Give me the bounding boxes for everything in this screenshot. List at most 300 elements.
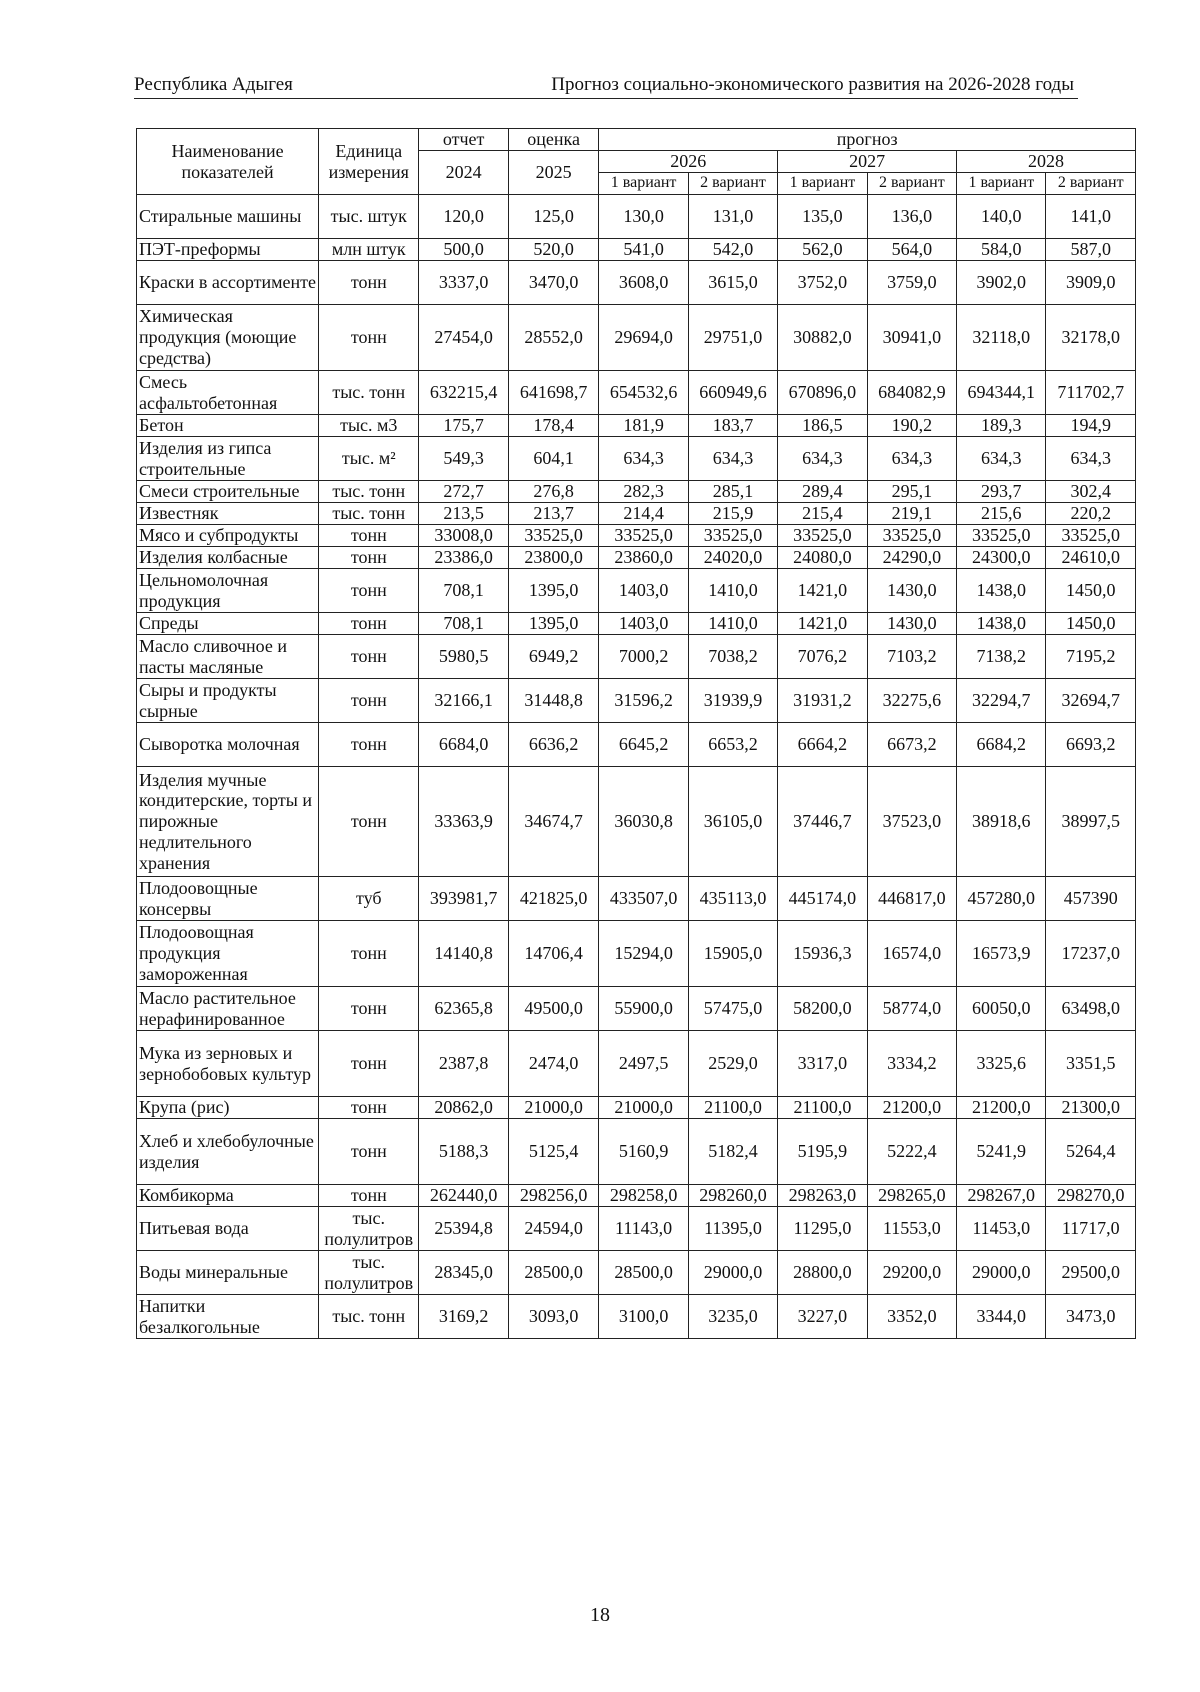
row-name: Плодоовощные консервы — [137, 877, 319, 921]
row-value: 1395,0 — [508, 613, 599, 635]
row-value: 3473,0 — [1046, 1295, 1136, 1339]
row-value: 6949,2 — [508, 635, 599, 679]
row-value: 634,3 — [688, 437, 777, 481]
table-row — [137, 547, 1136, 569]
header-2026-variant-2: 2 вариант — [688, 173, 777, 195]
table-row — [137, 195, 1136, 239]
row-name: Химическая продукция (моющие средства) — [137, 305, 319, 371]
header-2028-variant-2: 2 вариант — [1046, 173, 1136, 195]
row-value: 6693,2 — [1046, 723, 1136, 767]
row-unit: тыс. тонн — [319, 503, 419, 525]
table-row — [137, 437, 1136, 481]
row-value: 15936,3 — [778, 921, 867, 987]
row-value: 7000,2 — [599, 635, 688, 679]
row-value: 15294,0 — [599, 921, 688, 987]
row-value: 57475,0 — [688, 987, 777, 1031]
header-2027-variant-2: 2 вариант — [867, 173, 956, 195]
row-name: Мука из зерновых и зернобобовых культур — [137, 1031, 319, 1097]
table-row — [137, 1031, 1136, 1097]
row-value: 33525,0 — [778, 525, 867, 547]
row-unit: тонн — [319, 723, 419, 767]
page-number: 18 — [590, 1604, 610, 1626]
row-value: 684082,9 — [867, 371, 956, 415]
row-value: 5195,9 — [778, 1119, 867, 1185]
row-value: 3344,0 — [957, 1295, 1046, 1339]
row-value: 1410,0 — [688, 613, 777, 635]
row-value: 7138,2 — [957, 635, 1046, 679]
row-value: 694344,1 — [957, 371, 1046, 415]
row-unit: тонн — [319, 1097, 419, 1119]
row-value: 282,3 — [599, 481, 688, 503]
row-value: 3352,0 — [867, 1295, 956, 1339]
row-value: 7195,2 — [1046, 635, 1136, 679]
row-value: 3337,0 — [419, 261, 508, 305]
table-row — [137, 503, 1136, 525]
row-value: 135,0 — [778, 195, 867, 239]
row-value: 634,3 — [867, 437, 956, 481]
row-value: 298263,0 — [778, 1185, 867, 1207]
row-name: Мясо и субпродукты — [137, 525, 319, 547]
row-value: 29000,0 — [957, 1251, 1046, 1295]
row-value: 6653,2 — [688, 723, 777, 767]
row-unit: тонн — [319, 1185, 419, 1207]
row-value: 7103,2 — [867, 635, 956, 679]
row-value: 32694,7 — [1046, 679, 1136, 723]
row-unit: тонн — [319, 635, 419, 679]
row-value: 28500,0 — [508, 1251, 599, 1295]
header-region: Республика Адыгея — [134, 74, 293, 95]
table-row — [137, 525, 1136, 547]
header-2026-variant-1: 1 вариант — [599, 173, 688, 195]
row-value: 30882,0 — [778, 305, 867, 371]
row-value: 445174,0 — [778, 877, 867, 921]
row-value: 21100,0 — [778, 1097, 867, 1119]
row-value: 457280,0 — [957, 877, 1046, 921]
row-value: 3325,6 — [957, 1031, 1046, 1097]
table-row — [137, 261, 1136, 305]
row-unit: тонн — [319, 525, 419, 547]
row-name: Бетон — [137, 415, 319, 437]
row-value: 302,4 — [1046, 481, 1136, 503]
table-row — [137, 987, 1136, 1031]
row-name: Изделия мучные кондитерские, торты и пирожные недлительного хранения — [137, 767, 319, 877]
row-value: 49500,0 — [508, 987, 599, 1031]
table-row — [137, 921, 1136, 987]
row-value: 5241,9 — [957, 1119, 1046, 1185]
header-year-2026: 2026 — [599, 151, 778, 173]
table-body — [137, 195, 1136, 1339]
row-value: 29000,0 — [688, 1251, 777, 1295]
row-value: 31596,2 — [599, 679, 688, 723]
row-name: Спреды — [137, 613, 319, 635]
row-value: 33525,0 — [957, 525, 1046, 547]
row-value: 298270,0 — [1046, 1185, 1136, 1207]
row-unit: тонн — [319, 921, 419, 987]
row-value: 6636,2 — [508, 723, 599, 767]
row-value: 5182,4 — [688, 1119, 777, 1185]
row-value: 141,0 — [1046, 195, 1136, 239]
row-value: 32178,0 — [1046, 305, 1136, 371]
table-row — [137, 305, 1136, 371]
row-value: 1403,0 — [599, 569, 688, 613]
row-value: 5222,4 — [867, 1119, 956, 1185]
row-name: Стиральные машины — [137, 195, 319, 239]
row-value: 549,3 — [419, 437, 508, 481]
row-unit: тонн — [319, 305, 419, 371]
row-unit: тонн — [319, 569, 419, 613]
table-row — [137, 569, 1136, 613]
row-name: Изделия колбасные — [137, 547, 319, 569]
row-value: 1410,0 — [688, 569, 777, 613]
row-value: 5188,3 — [419, 1119, 508, 1185]
row-value: 21000,0 — [599, 1097, 688, 1119]
row-name: ПЭТ-преформы — [137, 239, 319, 261]
row-value: 219,1 — [867, 503, 956, 525]
row-value: 654532,6 — [599, 371, 688, 415]
row-value: 3227,0 — [778, 1295, 867, 1339]
row-value: 140,0 — [957, 195, 1046, 239]
row-value: 298267,0 — [957, 1185, 1046, 1207]
table-row — [137, 239, 1136, 261]
row-value: 3608,0 — [599, 261, 688, 305]
row-name: Смесь асфальтобетонная — [137, 371, 319, 415]
row-value: 215,4 — [778, 503, 867, 525]
row-value: 262440,0 — [419, 1185, 508, 1207]
row-unit: тонн — [319, 1119, 419, 1185]
row-value: 11717,0 — [1046, 1207, 1136, 1251]
row-value: 660949,6 — [688, 371, 777, 415]
row-name: Хлеб и хлебобулочные изделия — [137, 1119, 319, 1185]
row-name: Сыворотка молочная — [137, 723, 319, 767]
row-value: 5980,5 — [419, 635, 508, 679]
row-value: 6645,2 — [599, 723, 688, 767]
table-row — [137, 877, 1136, 921]
row-value: 33525,0 — [599, 525, 688, 547]
header-2028-variant-1: 1 вариант — [957, 173, 1046, 195]
row-value: 1395,0 — [508, 569, 599, 613]
row-value: 60050,0 — [957, 987, 1046, 1031]
row-value: 500,0 — [419, 239, 508, 261]
row-value: 393981,7 — [419, 877, 508, 921]
row-value: 1450,0 — [1046, 569, 1136, 613]
row-value: 29500,0 — [1046, 1251, 1136, 1295]
row-value: 1421,0 — [778, 569, 867, 613]
row-unit: тыс. штук — [319, 195, 419, 239]
row-value: 564,0 — [867, 239, 956, 261]
row-value: 33008,0 — [419, 525, 508, 547]
row-value: 33525,0 — [1046, 525, 1136, 547]
row-value: 11295,0 — [778, 1207, 867, 1251]
row-value: 708,1 — [419, 613, 508, 635]
row-value: 6684,2 — [957, 723, 1046, 767]
row-value: 215,6 — [957, 503, 1046, 525]
row-value: 3752,0 — [778, 261, 867, 305]
row-value: 3470,0 — [508, 261, 599, 305]
row-value: 1438,0 — [957, 569, 1046, 613]
row-value: 32118,0 — [957, 305, 1046, 371]
row-value: 3334,2 — [867, 1031, 956, 1097]
row-value: 23800,0 — [508, 547, 599, 569]
header-year-2028: 2028 — [957, 151, 1136, 173]
row-value: 6664,2 — [778, 723, 867, 767]
row-value: 276,8 — [508, 481, 599, 503]
row-value: 1403,0 — [599, 613, 688, 635]
row-value: 298258,0 — [599, 1185, 688, 1207]
row-value: 6684,0 — [419, 723, 508, 767]
row-value: 11453,0 — [957, 1207, 1046, 1251]
row-value: 542,0 — [688, 239, 777, 261]
row-value: 24300,0 — [957, 547, 1046, 569]
row-name: Сыры и продукты сырные — [137, 679, 319, 723]
row-value: 6673,2 — [867, 723, 956, 767]
row-value: 16573,9 — [957, 921, 1046, 987]
row-name: Питьевая вода — [137, 1207, 319, 1251]
row-value: 584,0 — [957, 239, 1046, 261]
row-value: 421825,0 — [508, 877, 599, 921]
row-name: Воды минеральные — [137, 1251, 319, 1295]
table-row — [137, 1207, 1136, 1251]
table-row — [137, 1185, 1136, 1207]
row-unit: тыс. м3 — [319, 415, 419, 437]
row-value: 175,7 — [419, 415, 508, 437]
row-value: 7076,2 — [778, 635, 867, 679]
header-estimate: оценка — [508, 129, 599, 151]
row-value: 220,2 — [1046, 503, 1136, 525]
table-row — [137, 613, 1136, 635]
row-value: 5125,4 — [508, 1119, 599, 1185]
row-unit: туб — [319, 877, 419, 921]
header-document-title: Прогноз социально-экономического развития на 2026-2028 годы — [551, 74, 1074, 95]
row-unit: тыс. тонн — [319, 371, 419, 415]
row-value: 37446,7 — [778, 767, 867, 877]
row-value: 37523,0 — [867, 767, 956, 877]
table-row — [137, 1251, 1136, 1295]
page-header — [134, 74, 1078, 99]
row-value: 62365,8 — [419, 987, 508, 1031]
row-value: 634,3 — [957, 437, 1046, 481]
row-value: 3351,5 — [1046, 1031, 1136, 1097]
row-value: 2529,0 — [688, 1031, 777, 1097]
row-value: 32294,7 — [957, 679, 1046, 723]
row-value: 295,1 — [867, 481, 956, 503]
row-value: 25394,8 — [419, 1207, 508, 1251]
row-value: 23860,0 — [599, 547, 688, 569]
row-value: 183,7 — [688, 415, 777, 437]
row-value: 58774,0 — [867, 987, 956, 1031]
row-value: 298265,0 — [867, 1185, 956, 1207]
row-value: 711702,7 — [1046, 371, 1136, 415]
row-value: 11143,0 — [599, 1207, 688, 1251]
header-forecast: прогноз — [599, 129, 1136, 151]
row-value: 14706,4 — [508, 921, 599, 987]
row-unit: тонн — [319, 987, 419, 1031]
row-value: 130,0 — [599, 195, 688, 239]
row-value: 189,3 — [957, 415, 1046, 437]
header-year-2025: 2025 — [508, 151, 599, 195]
table-row — [137, 1119, 1136, 1185]
row-value: 272,7 — [419, 481, 508, 503]
row-value: 120,0 — [419, 195, 508, 239]
row-value: 38918,6 — [957, 767, 1046, 877]
row-value: 7038,2 — [688, 635, 777, 679]
row-value: 213,5 — [419, 503, 508, 525]
row-unit: тонн — [319, 613, 419, 635]
row-value: 457390 — [1046, 877, 1136, 921]
row-value: 15905,0 — [688, 921, 777, 987]
row-value: 634,3 — [599, 437, 688, 481]
row-value: 213,7 — [508, 503, 599, 525]
row-value: 298256,0 — [508, 1185, 599, 1207]
row-value: 3235,0 — [688, 1295, 777, 1339]
row-value: 30941,0 — [867, 305, 956, 371]
row-value: 29200,0 — [867, 1251, 956, 1295]
row-name: Комбикорма — [137, 1185, 319, 1207]
row-value: 21300,0 — [1046, 1097, 1136, 1119]
row-value: 24610,0 — [1046, 547, 1136, 569]
row-value: 125,0 — [508, 195, 599, 239]
row-value: 58200,0 — [778, 987, 867, 1031]
header-year-2027: 2027 — [778, 151, 957, 173]
row-unit: тонн — [319, 1031, 419, 1097]
row-value: 1430,0 — [867, 569, 956, 613]
row-value: 587,0 — [1046, 239, 1136, 261]
row-value: 11553,0 — [867, 1207, 956, 1251]
row-value: 3317,0 — [778, 1031, 867, 1097]
row-name: Напитки безалкогольные — [137, 1295, 319, 1339]
header-report: отчет — [419, 129, 508, 151]
row-value: 289,4 — [778, 481, 867, 503]
row-name: Смеси строительные — [137, 481, 319, 503]
row-value: 27454,0 — [419, 305, 508, 371]
row-value: 29751,0 — [688, 305, 777, 371]
row-unit: тыс. м² — [319, 437, 419, 481]
row-value: 3169,2 — [419, 1295, 508, 1339]
row-value: 16574,0 — [867, 921, 956, 987]
row-value: 33525,0 — [867, 525, 956, 547]
row-unit: тыс. тонн — [319, 1295, 419, 1339]
table-row — [137, 1295, 1136, 1339]
row-unit: тыс. полулитров — [319, 1207, 419, 1251]
row-value: 2474,0 — [508, 1031, 599, 1097]
row-name: Плодоовощная продукция замороженная — [137, 921, 319, 987]
row-value: 1421,0 — [778, 613, 867, 635]
row-name: Краски в ассортименте — [137, 261, 319, 305]
row-value: 21100,0 — [688, 1097, 777, 1119]
row-unit: тонн — [319, 767, 419, 877]
row-value: 446817,0 — [867, 877, 956, 921]
row-value: 3093,0 — [508, 1295, 599, 1339]
row-value: 20862,0 — [419, 1097, 508, 1119]
header-year-2024: 2024 — [419, 151, 508, 195]
table-row — [137, 1097, 1136, 1119]
row-value: 190,2 — [867, 415, 956, 437]
row-value: 28800,0 — [778, 1251, 867, 1295]
table-row — [137, 371, 1136, 415]
row-value: 435113,0 — [688, 877, 777, 921]
row-value: 36030,8 — [599, 767, 688, 877]
row-value: 634,3 — [1046, 437, 1136, 481]
row-value: 214,4 — [599, 503, 688, 525]
row-value: 32275,6 — [867, 679, 956, 723]
row-value: 433507,0 — [599, 877, 688, 921]
row-value: 1430,0 — [867, 613, 956, 635]
row-value: 1438,0 — [957, 613, 1046, 635]
row-value: 632215,4 — [419, 371, 508, 415]
row-value: 2497,5 — [599, 1031, 688, 1097]
row-unit: млн штук — [319, 239, 419, 261]
row-value: 3759,0 — [867, 261, 956, 305]
row-value: 5264,4 — [1046, 1119, 1136, 1185]
row-value: 2387,8 — [419, 1031, 508, 1097]
row-value: 17237,0 — [1046, 921, 1136, 987]
row-value: 31448,8 — [508, 679, 599, 723]
row-value: 136,0 — [867, 195, 956, 239]
row-value: 708,1 — [419, 569, 508, 613]
row-value: 33363,9 — [419, 767, 508, 877]
row-value: 24290,0 — [867, 547, 956, 569]
row-value: 28552,0 — [508, 305, 599, 371]
row-value: 21000,0 — [508, 1097, 599, 1119]
row-value: 670896,0 — [778, 371, 867, 415]
row-value: 38997,5 — [1046, 767, 1136, 877]
header-unit: Единица измерения — [319, 129, 419, 195]
row-value: 215,9 — [688, 503, 777, 525]
row-value: 298260,0 — [688, 1185, 777, 1207]
row-name: Цельномолочная продукция — [137, 569, 319, 613]
table-row — [137, 723, 1136, 767]
row-unit: тонн — [319, 261, 419, 305]
row-value: 11395,0 — [688, 1207, 777, 1251]
table-row — [137, 481, 1136, 503]
row-value: 1450,0 — [1046, 613, 1136, 635]
row-value: 131,0 — [688, 195, 777, 239]
table-row — [137, 415, 1136, 437]
row-name: Крупа (рис) — [137, 1097, 319, 1119]
row-value: 3902,0 — [957, 261, 1046, 305]
row-value: 3100,0 — [599, 1295, 688, 1339]
header-name: Наименование показателей — [137, 129, 319, 195]
row-value: 181,9 — [599, 415, 688, 437]
row-name: Известняк — [137, 503, 319, 525]
row-value: 24594,0 — [508, 1207, 599, 1251]
row-value: 32166,1 — [419, 679, 508, 723]
row-value: 63498,0 — [1046, 987, 1136, 1031]
row-value: 604,1 — [508, 437, 599, 481]
row-unit: тыс. тонн — [319, 481, 419, 503]
row-value: 24080,0 — [778, 547, 867, 569]
row-value: 641698,7 — [508, 371, 599, 415]
row-value: 541,0 — [599, 239, 688, 261]
row-value: 3909,0 — [1046, 261, 1136, 305]
row-value: 31931,2 — [778, 679, 867, 723]
row-value: 28500,0 — [599, 1251, 688, 1295]
row-unit: тонн — [319, 679, 419, 723]
row-value: 21200,0 — [867, 1097, 956, 1119]
row-value: 520,0 — [508, 239, 599, 261]
row-value: 28345,0 — [419, 1251, 508, 1295]
row-name: Масло сливочное и пасты масляные — [137, 635, 319, 679]
row-value: 31939,9 — [688, 679, 777, 723]
row-value: 293,7 — [957, 481, 1046, 503]
row-value: 3615,0 — [688, 261, 777, 305]
row-value: 14140,8 — [419, 921, 508, 987]
table-row — [137, 635, 1136, 679]
row-value: 285,1 — [688, 481, 777, 503]
row-value: 29694,0 — [599, 305, 688, 371]
row-value: 55900,0 — [599, 987, 688, 1031]
row-value: 33525,0 — [688, 525, 777, 547]
row-value: 562,0 — [778, 239, 867, 261]
